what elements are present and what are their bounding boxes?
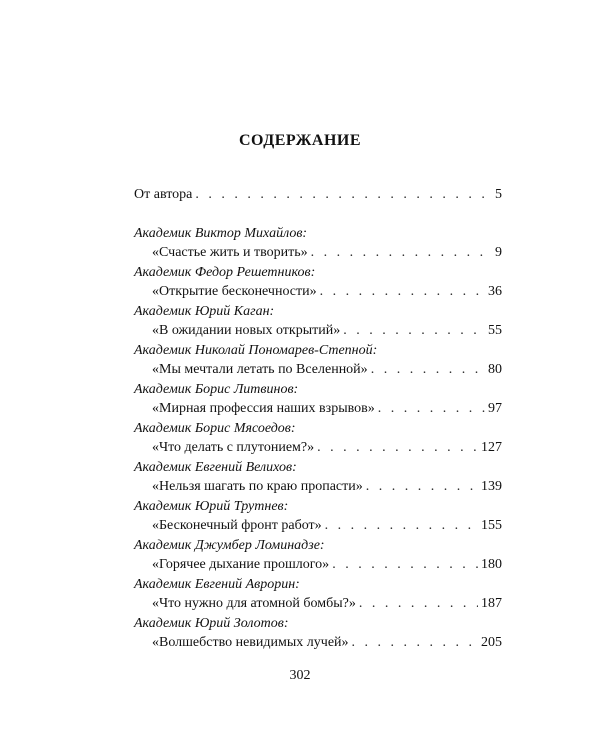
- toc-entry-title: От автора: [134, 187, 193, 202]
- toc-author-name: Академик Николай Пономарев-Степной:: [134, 342, 378, 358]
- toc-entry-title: «Горячее дыхание прошлого»: [152, 557, 330, 572]
- toc-author: [134, 263, 502, 283]
- toc-entry-title: «Нельзя шагать по краю пропасти»: [152, 479, 363, 494]
- toc-author-name: Академик Борис Литвинов:: [134, 381, 299, 397]
- toc-entry-title: «Что нужно для атомной бомбы?»: [152, 596, 356, 611]
- dot-leader: [332, 555, 478, 575]
- toc-author: [134, 614, 502, 634]
- toc-entry: [134, 477, 502, 497]
- toc-entry-title: «Счастье жить и творить»: [152, 245, 308, 260]
- toc-author: [134, 224, 502, 244]
- toc-author-name: Академик Федор Решетников:: [134, 264, 316, 280]
- toc-entry: [134, 633, 502, 653]
- dot-leader: [378, 399, 485, 419]
- toc-page-number: 127: [481, 440, 502, 455]
- toc-page-number: 97: [488, 401, 502, 416]
- toc-entry-title: «Что делать с плутонием?»: [152, 440, 315, 455]
- toc-author: [134, 458, 502, 478]
- toc-entry: [134, 594, 502, 614]
- toc-entry: [134, 438, 502, 458]
- toc-entry-title: «В ожидании новых открытий»: [152, 323, 341, 338]
- page-number: 302: [289, 668, 311, 683]
- toc-author: [134, 419, 502, 439]
- toc-author: [134, 497, 502, 517]
- dot-leader: [371, 360, 485, 380]
- page-title: СОДЕРЖАНИЕ: [238, 132, 362, 149]
- toc-page-number: 55: [488, 323, 502, 338]
- dot-leader: [311, 243, 492, 263]
- toc-entry: [134, 399, 502, 419]
- toc-entry-title: «Открытие бесконечности»: [152, 284, 317, 299]
- toc-entry: [134, 282, 502, 302]
- dot-leader: [359, 594, 478, 614]
- toc-author-name: Академик Евгений Аврорин:: [134, 576, 300, 592]
- dot-leader: [320, 282, 485, 302]
- toc-entry-title: «Мирная профессия наших взрывов»: [152, 401, 375, 416]
- toc-entry-title: «Мы мечтали летать по Вселенной»: [152, 362, 368, 377]
- toc-entry-title: «Бесконечный фронт работ»: [152, 518, 322, 533]
- toc-author-name: Академик Евгений Велихов:: [134, 459, 297, 475]
- toc-author: [134, 302, 502, 322]
- toc-page-number: 180: [481, 557, 502, 572]
- toc-author-name: Академик Юрий Трутнев:: [134, 498, 289, 514]
- toc-entry: [134, 360, 502, 380]
- toc-page-number: 9: [495, 245, 502, 260]
- toc-page-number: 5: [495, 187, 502, 202]
- dot-leader: [343, 321, 485, 341]
- toc-author: [134, 536, 502, 556]
- toc-author-name: Академик Виктор Михайлов:: [134, 225, 308, 241]
- dot-leader: [325, 516, 478, 536]
- table-of-contents: [134, 185, 502, 653]
- toc-author: [134, 380, 502, 400]
- toc-author-name: Академик Юрий Каган:: [134, 303, 275, 319]
- dot-leader: [352, 633, 478, 653]
- toc-list: [134, 224, 502, 653]
- toc-entry: [134, 555, 502, 575]
- toc-entry: [134, 321, 502, 341]
- toc-author: [134, 575, 502, 595]
- toc-entry: [134, 516, 502, 536]
- toc-author-name: Академик Джумбер Ломинадзе:: [134, 537, 325, 553]
- toc-entry-title: «Волшебство невидимых лучей»: [152, 635, 349, 650]
- toc-author: [134, 341, 502, 361]
- toc-entry-intro: [134, 185, 502, 205]
- toc-page-number: 36: [488, 284, 502, 299]
- dot-leader: [366, 477, 478, 497]
- dot-leader: [195, 185, 492, 205]
- toc-page-number: 155: [481, 518, 502, 533]
- toc-page-number: 187: [481, 596, 502, 611]
- toc-entry: [134, 243, 502, 263]
- dot-leader: [317, 438, 478, 458]
- toc-page-number: 205: [481, 635, 502, 650]
- toc-page-number: 80: [488, 362, 502, 377]
- toc-author-name: Академик Юрий Золотов:: [134, 615, 289, 631]
- toc-author-name: Академик Борис Мясоедов:: [134, 420, 296, 436]
- toc-page-number: 139: [481, 479, 502, 494]
